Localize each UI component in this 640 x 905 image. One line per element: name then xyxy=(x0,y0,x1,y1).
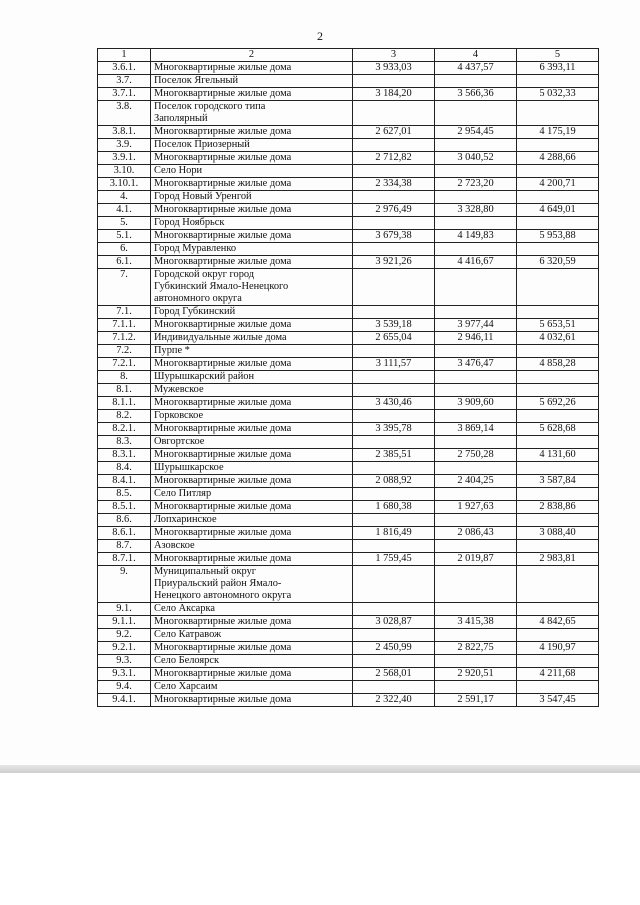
table-row xyxy=(98,139,599,152)
value-col4-cell: 3 909,60 xyxy=(435,397,517,410)
value-col5-cell: 5 953,88 xyxy=(517,230,599,243)
value-col3-cell: 2 627,01 xyxy=(353,126,435,139)
value-col5-cell: 4 190,97 xyxy=(517,642,599,655)
row-number-cell: 3.9. xyxy=(98,139,151,152)
table-row xyxy=(98,62,599,75)
value-col4-cell xyxy=(435,540,517,553)
table-row xyxy=(98,204,599,217)
value-col5-cell xyxy=(517,603,599,616)
value-col5-cell: 2 838,86 xyxy=(517,501,599,514)
value-col3-cell xyxy=(353,514,435,527)
value-col4-cell xyxy=(435,243,517,256)
row-name-cell: Поселок Ягельный xyxy=(151,75,353,88)
row-number-cell: 8.1.1. xyxy=(98,397,151,410)
row-name-cell: Многоквартирные жилые дома xyxy=(151,230,353,243)
page-number: 2 xyxy=(317,29,323,43)
row-name-cell: Многоквартирные жилые дома xyxy=(151,319,353,332)
row-number-cell: 5. xyxy=(98,217,151,230)
row-number-cell: 7.1. xyxy=(98,306,151,319)
value-col5-cell xyxy=(517,488,599,501)
value-col4-cell: 3 328,80 xyxy=(435,204,517,217)
table-row xyxy=(98,152,599,165)
table-row xyxy=(98,566,599,603)
value-col4-cell: 3 977,44 xyxy=(435,319,517,332)
value-col4-cell xyxy=(435,603,517,616)
scan-edge-shadow xyxy=(0,765,640,773)
value-col5-cell xyxy=(517,75,599,88)
row-name-cell: Шурышкарский район xyxy=(151,371,353,384)
value-col5-cell xyxy=(517,540,599,553)
value-col3-cell xyxy=(353,629,435,642)
row-name-cell: Многоквартирные жилые дома xyxy=(151,62,353,75)
row-number-cell: 8.7.1. xyxy=(98,553,151,566)
value-col3-cell xyxy=(353,488,435,501)
value-col4-cell xyxy=(435,436,517,449)
value-col4-cell: 2 086,43 xyxy=(435,527,517,540)
table-row xyxy=(98,410,599,423)
value-col3-cell: 3 028,87 xyxy=(353,616,435,629)
value-col4-cell: 3 869,14 xyxy=(435,423,517,436)
row-number-cell: 8.6. xyxy=(98,514,151,527)
value-col5-cell xyxy=(517,436,599,449)
row-name-cell: Многоквартирные жилые дома xyxy=(151,256,353,269)
table-row xyxy=(98,616,599,629)
row-name-cell: Поселок Приозерный xyxy=(151,139,353,152)
row-name-cell: Мужевское xyxy=(151,384,353,397)
row-number-cell: 8.3.1. xyxy=(98,449,151,462)
table-row xyxy=(98,642,599,655)
value-col3-cell: 3 679,38 xyxy=(353,230,435,243)
column-header: 5 xyxy=(517,49,599,62)
table-row xyxy=(98,449,599,462)
value-col4-cell: 2 723,20 xyxy=(435,178,517,191)
value-col5-cell: 6 320,59 xyxy=(517,256,599,269)
row-number-cell: 3.7.1. xyxy=(98,88,151,101)
row-name-cell: Многоквартирные жилые дома xyxy=(151,126,353,139)
value-col4-cell xyxy=(435,191,517,204)
row-name-cell: Овгортское xyxy=(151,436,353,449)
value-col5-cell xyxy=(517,462,599,475)
row-name-cell: Село Нори xyxy=(151,165,353,178)
value-col5-cell: 3 088,40 xyxy=(517,527,599,540)
value-col4-cell xyxy=(435,217,517,230)
row-number-cell: 7.1.2. xyxy=(98,332,151,345)
value-col5-cell xyxy=(517,191,599,204)
row-name-cell: Городской округ город Губкинский Ямало-Ненецкого автономного округа xyxy=(151,269,353,306)
table-row xyxy=(98,501,599,514)
table-row xyxy=(98,694,599,707)
row-name-cell: Многоквартирные жилые дома xyxy=(151,152,353,165)
row-number-cell: 9. xyxy=(98,566,151,603)
row-name-cell: Многоквартирные жилые дома xyxy=(151,553,353,566)
value-col5-cell: 4 211,68 xyxy=(517,668,599,681)
row-number-cell: 3.10. xyxy=(98,165,151,178)
table-row xyxy=(98,436,599,449)
row-number-cell: 3.9.1. xyxy=(98,152,151,165)
value-col5-cell xyxy=(517,566,599,603)
table-row xyxy=(98,527,599,540)
value-col4-cell xyxy=(435,655,517,668)
value-col4-cell xyxy=(435,269,517,306)
table-row xyxy=(98,681,599,694)
row-number-cell: 9.2. xyxy=(98,629,151,642)
value-col3-cell: 2 655,04 xyxy=(353,332,435,345)
value-col5-cell xyxy=(517,384,599,397)
value-col3-cell xyxy=(353,217,435,230)
table-row xyxy=(98,553,599,566)
value-col3-cell xyxy=(353,655,435,668)
row-name-cell: Многоквартирные жилые дома xyxy=(151,475,353,488)
row-number-cell: 3.7. xyxy=(98,75,151,88)
row-number-cell: 6.1. xyxy=(98,256,151,269)
value-col5-cell xyxy=(517,371,599,384)
housing-cost-table xyxy=(97,48,599,707)
table-row xyxy=(98,423,599,436)
value-col4-cell xyxy=(435,566,517,603)
table-row xyxy=(98,514,599,527)
table-row xyxy=(98,75,599,88)
column-header: 2 xyxy=(151,49,353,62)
table-row xyxy=(98,384,599,397)
value-col4-cell xyxy=(435,488,517,501)
value-col3-cell: 2 712,82 xyxy=(353,152,435,165)
row-number-cell: 8.5.1. xyxy=(98,501,151,514)
row-number-cell: 8.4. xyxy=(98,462,151,475)
value-col4-cell: 2 591,17 xyxy=(435,694,517,707)
table-row xyxy=(98,540,599,553)
value-col4-cell xyxy=(435,681,517,694)
value-col4-cell: 2 404,25 xyxy=(435,475,517,488)
value-col4-cell: 4 149,83 xyxy=(435,230,517,243)
row-name-cell: Многоквартирные жилые дома xyxy=(151,204,353,217)
value-col4-cell xyxy=(435,371,517,384)
row-name-cell: Многоквартирные жилые дома xyxy=(151,397,353,410)
value-col3-cell: 3 395,78 xyxy=(353,423,435,436)
value-col3-cell xyxy=(353,75,435,88)
value-col3-cell: 3 184,20 xyxy=(353,88,435,101)
table-row xyxy=(98,319,599,332)
row-name-cell: Многоквартирные жилые дома xyxy=(151,616,353,629)
value-col5-cell: 3 587,84 xyxy=(517,475,599,488)
row-name-cell: Горковское xyxy=(151,410,353,423)
table-row xyxy=(98,332,599,345)
value-col3-cell: 1 816,49 xyxy=(353,527,435,540)
value-col4-cell xyxy=(435,101,517,126)
value-col3-cell: 3 933,03 xyxy=(353,62,435,75)
row-number-cell: 9.3. xyxy=(98,655,151,668)
value-col4-cell xyxy=(435,384,517,397)
value-col5-cell: 4 649,01 xyxy=(517,204,599,217)
value-col3-cell xyxy=(353,269,435,306)
row-name-cell: Многоквартирные жилые дома xyxy=(151,668,353,681)
value-col4-cell: 3 040,52 xyxy=(435,152,517,165)
row-name-cell: Село Катравож xyxy=(151,629,353,642)
value-col3-cell xyxy=(353,101,435,126)
value-col3-cell xyxy=(353,139,435,152)
value-col4-cell: 2 822,75 xyxy=(435,642,517,655)
row-number-cell: 5.1. xyxy=(98,230,151,243)
row-number-cell: 8.7. xyxy=(98,540,151,553)
row-number-cell: 9.4. xyxy=(98,681,151,694)
row-number-cell: 3.6.1. xyxy=(98,62,151,75)
row-number-cell: 7.2.1. xyxy=(98,358,151,371)
value-col3-cell: 2 568,01 xyxy=(353,668,435,681)
column-header: 1 xyxy=(98,49,151,62)
row-number-cell: 3.10.1. xyxy=(98,178,151,191)
table-row xyxy=(98,397,599,410)
value-col5-cell: 3 547,45 xyxy=(517,694,599,707)
value-col3-cell xyxy=(353,436,435,449)
table-row xyxy=(98,462,599,475)
row-name-cell: Многоквартирные жилые дома xyxy=(151,642,353,655)
row-name-cell: Шурышкарское xyxy=(151,462,353,475)
value-col5-cell xyxy=(517,655,599,668)
row-name-cell: Многоквартирные жилые дома xyxy=(151,501,353,514)
row-number-cell: 8.5. xyxy=(98,488,151,501)
row-name-cell: Пурпе * xyxy=(151,345,353,358)
row-number-cell: 7. xyxy=(98,269,151,306)
table-row xyxy=(98,629,599,642)
value-col4-cell: 2 750,28 xyxy=(435,449,517,462)
row-name-cell: Многоквартирные жилые дома xyxy=(151,358,353,371)
table-row xyxy=(98,668,599,681)
row-number-cell: 9.4.1. xyxy=(98,694,151,707)
table-row xyxy=(98,256,599,269)
table-row xyxy=(98,371,599,384)
table-row xyxy=(98,101,599,126)
table-row xyxy=(98,603,599,616)
value-col4-cell: 4 437,57 xyxy=(435,62,517,75)
table-row xyxy=(98,488,599,501)
value-col4-cell xyxy=(435,514,517,527)
value-col4-cell xyxy=(435,139,517,152)
value-col5-cell xyxy=(517,101,599,126)
value-col5-cell: 4 175,19 xyxy=(517,126,599,139)
value-col3-cell xyxy=(353,462,435,475)
row-number-cell: 9.2.1. xyxy=(98,642,151,655)
row-name-cell: Город Губкинский xyxy=(151,306,353,319)
row-number-cell: 8.2.1. xyxy=(98,423,151,436)
value-col5-cell: 4 858,28 xyxy=(517,358,599,371)
row-name-cell: Многоквартирные жилые дома xyxy=(151,449,353,462)
value-col4-cell: 3 415,38 xyxy=(435,616,517,629)
row-name-cell: Город Ноябрьск xyxy=(151,217,353,230)
value-col3-cell: 2 088,92 xyxy=(353,475,435,488)
row-number-cell: 8.4.1. xyxy=(98,475,151,488)
value-col3-cell: 2 322,40 xyxy=(353,694,435,707)
value-col3-cell: 2 385,51 xyxy=(353,449,435,462)
row-name-cell: Лопхаринское xyxy=(151,514,353,527)
row-number-cell: 4. xyxy=(98,191,151,204)
row-name-cell: Индивидуальные жилые дома xyxy=(151,332,353,345)
row-name-cell: Многоквартирные жилые дома xyxy=(151,88,353,101)
row-name-cell: Многоквартирные жилые дома xyxy=(151,423,353,436)
value-col5-cell: 4 842,65 xyxy=(517,616,599,629)
table-row xyxy=(98,217,599,230)
value-col5-cell: 6 393,11 xyxy=(517,62,599,75)
value-col3-cell xyxy=(353,191,435,204)
value-col5-cell xyxy=(517,629,599,642)
value-col4-cell xyxy=(435,75,517,88)
value-col3-cell: 3 430,46 xyxy=(353,397,435,410)
row-number-cell: 8.2. xyxy=(98,410,151,423)
value-col3-cell: 3 921,26 xyxy=(353,256,435,269)
table-row xyxy=(98,165,599,178)
row-number-cell: 4.1. xyxy=(98,204,151,217)
value-col4-cell xyxy=(435,462,517,475)
value-col3-cell: 1 759,45 xyxy=(353,553,435,566)
row-name-cell: Поселок городского типа Заполярный xyxy=(151,101,353,126)
value-col4-cell: 3 566,36 xyxy=(435,88,517,101)
value-col5-cell: 5 692,26 xyxy=(517,397,599,410)
row-name-cell: Город Новый Уренгой xyxy=(151,191,353,204)
table-row xyxy=(98,655,599,668)
value-col5-cell xyxy=(517,345,599,358)
value-col3-cell xyxy=(353,410,435,423)
row-name-cell: Село Аксарка xyxy=(151,603,353,616)
value-col3-cell xyxy=(353,243,435,256)
row-number-cell: 9.1.1. xyxy=(98,616,151,629)
row-number-cell: 3.8. xyxy=(98,101,151,126)
value-col5-cell: 5 032,33 xyxy=(517,88,599,101)
value-col4-cell: 2 946,11 xyxy=(435,332,517,345)
row-number-cell: 8. xyxy=(98,371,151,384)
row-name-cell: Село Харсаим xyxy=(151,681,353,694)
value-col5-cell xyxy=(517,139,599,152)
row-number-cell: 3.8.1. xyxy=(98,126,151,139)
value-col5-cell xyxy=(517,269,599,306)
value-col5-cell: 4 200,71 xyxy=(517,178,599,191)
value-col4-cell: 2 954,45 xyxy=(435,126,517,139)
row-name-cell: Многоквартирные жилые дома xyxy=(151,694,353,707)
value-col4-cell: 4 416,67 xyxy=(435,256,517,269)
value-col3-cell: 2 334,38 xyxy=(353,178,435,191)
value-col3-cell: 2 450,99 xyxy=(353,642,435,655)
table-header-row xyxy=(98,49,599,62)
value-col4-cell xyxy=(435,629,517,642)
table-row xyxy=(98,475,599,488)
value-col3-cell: 2 976,49 xyxy=(353,204,435,217)
value-col3-cell xyxy=(353,540,435,553)
row-number-cell: 7.1.1. xyxy=(98,319,151,332)
value-col5-cell xyxy=(517,681,599,694)
row-name-cell: Село Питляр xyxy=(151,488,353,501)
table-row xyxy=(98,178,599,191)
value-col5-cell: 5 628,68 xyxy=(517,423,599,436)
value-col3-cell xyxy=(353,603,435,616)
value-col4-cell: 3 476,47 xyxy=(435,358,517,371)
row-number-cell: 6. xyxy=(98,243,151,256)
row-number-cell: 7.2. xyxy=(98,345,151,358)
value-col5-cell: 4 288,66 xyxy=(517,152,599,165)
row-name-cell: Многоквартирные жилые дома xyxy=(151,178,353,191)
row-name-cell: Многоквартирные жилые дома xyxy=(151,527,353,540)
value-col4-cell xyxy=(435,306,517,319)
value-col5-cell xyxy=(517,217,599,230)
value-col3-cell xyxy=(353,566,435,603)
column-header: 4 xyxy=(435,49,517,62)
value-col3-cell xyxy=(353,345,435,358)
value-col5-cell: 2 983,81 xyxy=(517,553,599,566)
value-col5-cell xyxy=(517,410,599,423)
value-col4-cell xyxy=(435,345,517,358)
value-col5-cell: 4 131,60 xyxy=(517,449,599,462)
value-col3-cell: 3 111,57 xyxy=(353,358,435,371)
column-header: 3 xyxy=(353,49,435,62)
table-row xyxy=(98,345,599,358)
row-name-cell: Муниципальный округ Приуральский район Ямало- Ненецкого автономного округа xyxy=(151,566,353,603)
row-number-cell: 9.3.1. xyxy=(98,668,151,681)
table-row xyxy=(98,126,599,139)
table-row xyxy=(98,191,599,204)
value-col4-cell xyxy=(435,410,517,423)
value-col4-cell xyxy=(435,165,517,178)
row-number-cell: 8.6.1. xyxy=(98,527,151,540)
value-col3-cell xyxy=(353,165,435,178)
value-col5-cell xyxy=(517,243,599,256)
value-col3-cell xyxy=(353,306,435,319)
value-col5-cell xyxy=(517,306,599,319)
table-row xyxy=(98,88,599,101)
table-row xyxy=(98,358,599,371)
table-row xyxy=(98,243,599,256)
value-col3-cell xyxy=(353,371,435,384)
table-row xyxy=(98,306,599,319)
table-row xyxy=(98,269,599,306)
value-col3-cell: 3 539,18 xyxy=(353,319,435,332)
row-number-cell: 8.1. xyxy=(98,384,151,397)
value-col5-cell: 4 032,61 xyxy=(517,332,599,345)
value-col5-cell xyxy=(517,514,599,527)
table-body xyxy=(98,49,599,707)
row-number-cell: 8.3. xyxy=(98,436,151,449)
value-col3-cell xyxy=(353,681,435,694)
value-col5-cell: 5 653,51 xyxy=(517,319,599,332)
value-col3-cell xyxy=(353,384,435,397)
table-row xyxy=(98,230,599,243)
value-col4-cell: 2 019,87 xyxy=(435,553,517,566)
row-name-cell: Город Муравленко xyxy=(151,243,353,256)
row-number-cell: 9.1. xyxy=(98,603,151,616)
value-col4-cell: 2 920,51 xyxy=(435,668,517,681)
row-name-cell: Азовское xyxy=(151,540,353,553)
row-name-cell: Село Белоярск xyxy=(151,655,353,668)
value-col5-cell xyxy=(517,165,599,178)
value-col4-cell: 1 927,63 xyxy=(435,501,517,514)
value-col3-cell: 1 680,38 xyxy=(353,501,435,514)
